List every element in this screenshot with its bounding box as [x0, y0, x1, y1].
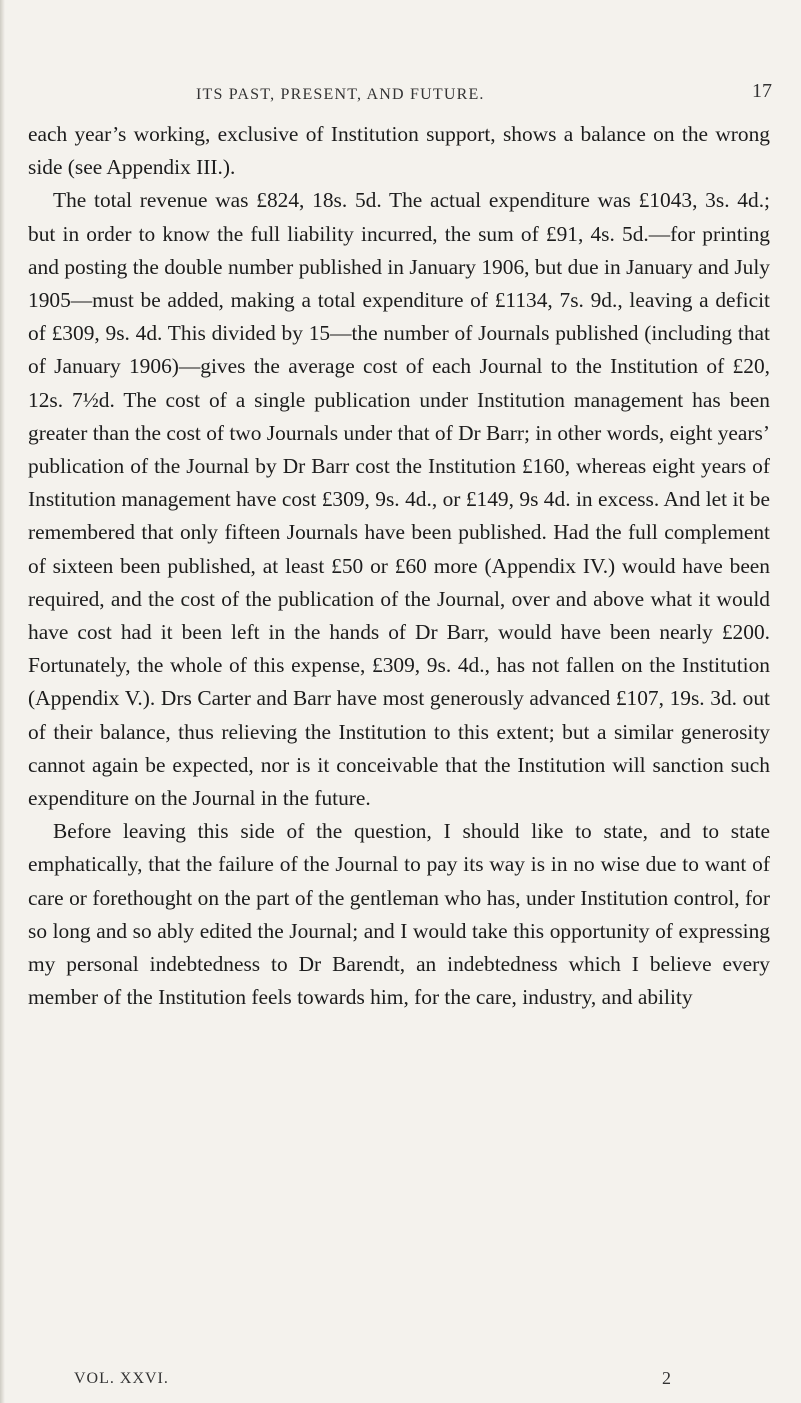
- page-number: 17: [752, 80, 772, 102]
- running-head: ITS PAST, PRESENT, AND FUTURE.: [196, 86, 485, 103]
- body-text: [28, 118, 770, 1014]
- volume-label: VOL. XXVI.: [74, 1370, 169, 1387]
- page-edge-shadow: [0, 0, 5, 1403]
- paragraph-revenue: The total revenue was £824, 18s. 5d. The actual expenditure was £1043, 3s. 4d.; but in order to know the full liability incurred, the sum of £91, 4s. 5d.—for printing and posting the double number published in January 1906, but due in January and July 1905—must be added, making a total expenditure of £1134, 7s. 9d., leaving a deficit of £309, 9s. 4d. This divided by 15—the number of Journals published (including that of January 1906)—gives the average cost of each Journal to the Institution of £20, 12s. 7½d. The cost of a single publication under Institution management has been greater than the cost of two Journals under that of Dr Barr; in other words, eight years’ publication of the Journal by Dr Barr cost the Institution £160, whereas eight years of Institution management have cost £309, 9s. 4d., or £149, 9s 4d. in excess. And let it be remembered that only fifteen Journals have been published. Had the full complement of sixteen been published, at least £50 or £60 more (Appendix IV.) would have been required, and the cost of the publication of the Journal, over and above what it would have cost had it been left in the hands of Dr Barr, would have been nearly £200. Fortunately, the whole of this expense, £309, 9s. 4d., has not fallen on the Institution (Appendix V.). Drs Carter and Barr have most generously advanced £107, 19s. 3d. out of their balance, thus relieving the Institution to this extent; but a similar generosity cannot again be expected, nor is it conceivable that the Institution will sanction such expenditure on the Journal in the future.: [28, 188, 770, 811]
- paragraph-acknowledgement: Before leaving this side of the question, I should like to state, and to state emphatically, that the failure of the Journal to pay its way is in no wise due to want of care or forethought on the part of the gentleman who has, under Institution control, for so long and so ably edited the Journal; and I would take this opportunity of expressing my personal indebtedness to Dr Barendt, an indebtedness which I believe every member of the Institution feels towards him, for the care, industry, and ability: [28, 819, 770, 1010]
- page-footer: [74, 1370, 774, 1388]
- signature-mark: 2: [662, 1368, 672, 1388]
- paragraph-continued: each year’s working, exclusive of Institution support, shows a balance on the wrong side (see Appendix III.).: [28, 122, 770, 180]
